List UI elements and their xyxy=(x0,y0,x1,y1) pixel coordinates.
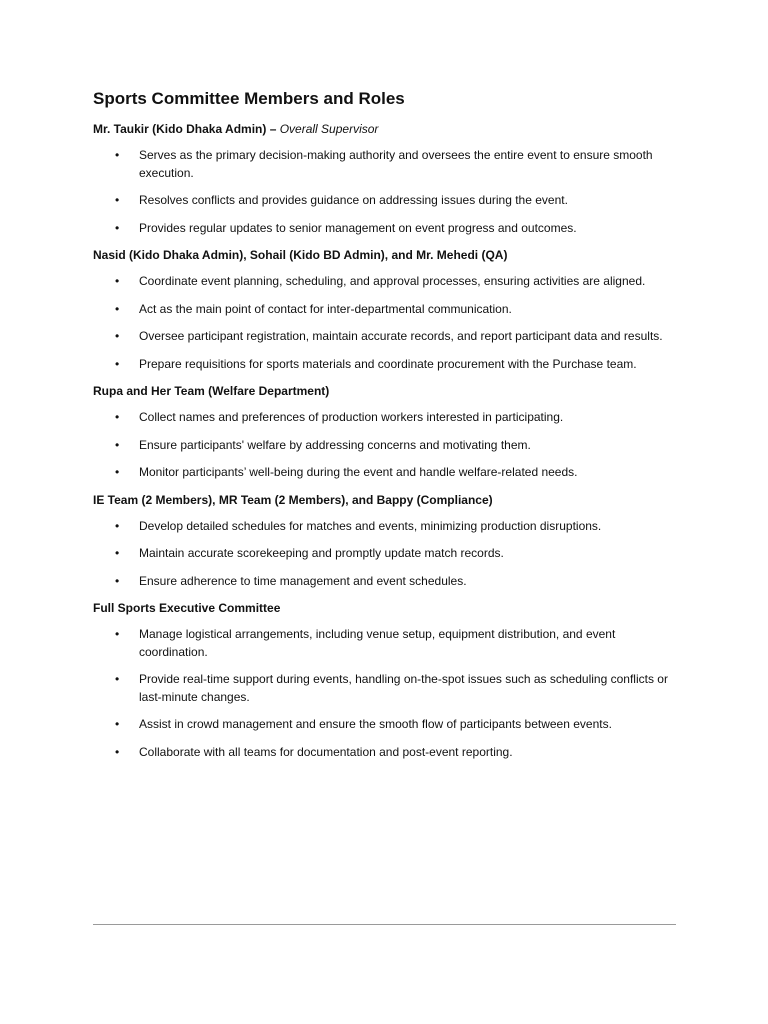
list-item-text: Collaborate with all teams for documentation and post-event reporting. xyxy=(139,744,513,759)
section-heading-text: Mr. Taukir (Kido Dhaka Admin) xyxy=(93,122,267,136)
list-item-text: Act as the main point of contact for inter-departmental communication. xyxy=(139,301,512,316)
bullet-icon: • xyxy=(115,274,120,288)
footer-divider xyxy=(93,924,676,925)
list-item-text: Ensure participants' welfare by addressing concerns and motivating them. xyxy=(139,437,531,452)
list-item-text: Coordinate event planning, scheduling, and approval processes, ensuring activities are aligned. xyxy=(139,274,646,288)
bullet-icon: • xyxy=(115,301,120,316)
list-item xyxy=(93,626,676,661)
heading-separator: – xyxy=(266,122,280,136)
list-item xyxy=(93,671,676,706)
role-label: Overall Supervisor xyxy=(279,122,379,136)
list-item-text: Resolves conflicts and provides guidance on addressing issues during the event. xyxy=(139,193,568,207)
bullet-icon: • xyxy=(115,356,120,371)
bullet-icon: • xyxy=(115,717,120,731)
bullet-list-admins xyxy=(93,273,676,373)
bullet-icon: • xyxy=(115,437,120,452)
bullet-icon: • xyxy=(115,546,120,560)
list-item-text: Manage logistical arrangements, including venue setup, equipment distribution, and event coordination. xyxy=(139,627,616,659)
section-heading-admins: Nasid (Kido Dhaka Admin), Sohail (Kido BD Admin), and Mr. Mehedi (QA) xyxy=(93,248,508,262)
list-item-text: Develop detailed schedules for matches and events, minimizing production disruptions. xyxy=(139,518,602,533)
list-item xyxy=(93,464,676,482)
list-item-text: Ensure adherence to time management and event schedules. xyxy=(139,573,467,588)
list-item xyxy=(93,744,676,762)
section-heading-compliance: IE Team (2 Members), MR Team (2 Members), and Bappy (Compliance) xyxy=(93,492,493,507)
section-heading-welfare: Rupa and Her Team (Welfare Department) xyxy=(93,384,330,398)
bullet-icon: • xyxy=(115,518,120,533)
list-item xyxy=(93,192,676,210)
list-item xyxy=(93,437,676,455)
list-item-text: Maintain accurate scorekeeping and promptly update match records. xyxy=(139,546,504,560)
list-item-text: Assist in crowd management and ensure the smooth flow of participants between events. xyxy=(139,717,612,731)
list-item-text: Serves as the primary decision-making authority and oversees the entire event to ensure smooth execution. xyxy=(139,148,653,180)
bullet-icon: • xyxy=(115,193,120,207)
bullet-icon: • xyxy=(115,627,120,641)
list-item xyxy=(93,220,676,238)
bullet-icon: • xyxy=(115,148,120,162)
list-item-text: Provide real-time support during events, handling on-the-spot issues such as scheduling conflicts or last-minute changes. xyxy=(139,672,668,704)
list-item xyxy=(93,545,676,563)
list-item-text: Provides regular updates to senior management on event progress and outcomes. xyxy=(139,220,577,235)
list-item xyxy=(93,328,676,346)
bullet-icon: • xyxy=(115,573,120,588)
list-item xyxy=(93,518,676,536)
page-title: Sports Committee Members and Roles xyxy=(93,89,405,108)
list-item xyxy=(93,273,676,291)
bullet-list-executive-committee xyxy=(93,626,676,761)
list-item xyxy=(93,716,676,734)
bullet-icon: • xyxy=(115,410,120,424)
list-item-text: Prepare requisitions for sports materials and coordinate procurement with the Purchase team. xyxy=(139,356,637,371)
bullet-icon: • xyxy=(115,465,120,479)
list-item-text: Monitor participants’ well-being during the event and handle welfare-related needs. xyxy=(139,465,578,479)
bullet-icon: • xyxy=(115,329,120,343)
bullet-list-compliance xyxy=(93,518,676,591)
section-heading-supervisor xyxy=(93,121,676,138)
list-item xyxy=(93,301,676,319)
list-item xyxy=(93,409,676,427)
bullet-icon: • xyxy=(115,220,120,235)
section-heading-executive-committee: Full Sports Executive Committee xyxy=(93,601,281,615)
list-item-text: Collect names and preferences of production workers interested in participating. xyxy=(139,410,564,424)
bullet-list-welfare xyxy=(93,409,676,482)
list-item xyxy=(93,147,676,182)
list-item-text: Oversee participant registration, maintain accurate records, and report participant data and results. xyxy=(139,329,663,343)
document-page xyxy=(93,88,676,771)
list-item xyxy=(93,573,676,591)
list-item xyxy=(93,356,676,374)
bullet-list-supervisor xyxy=(93,147,676,237)
bullet-icon: • xyxy=(115,744,120,759)
bullet-icon: • xyxy=(115,672,120,686)
